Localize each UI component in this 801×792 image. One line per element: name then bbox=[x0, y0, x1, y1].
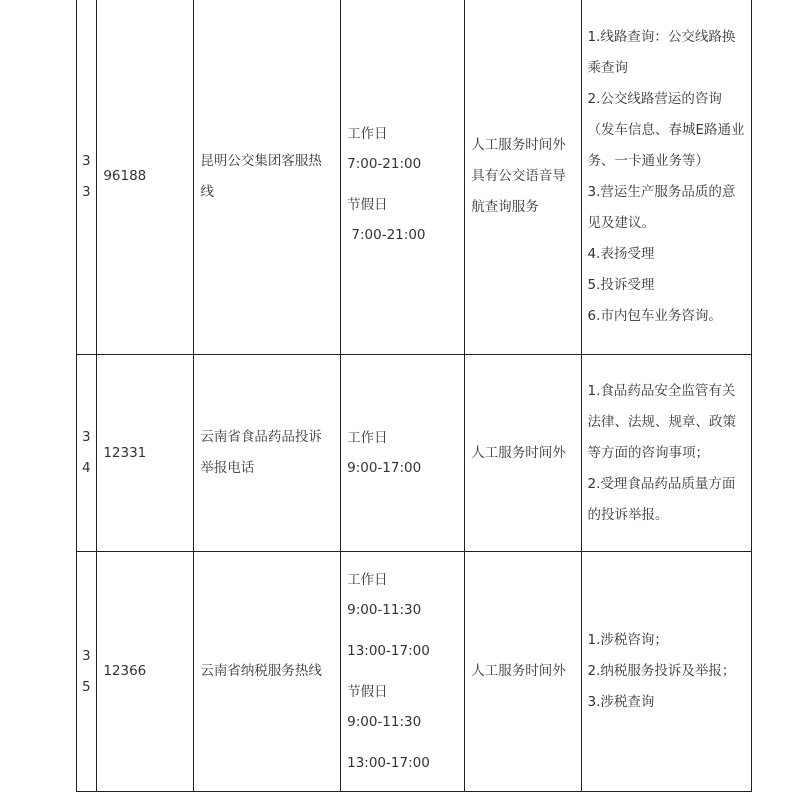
after-hours-service: 人工服务时间外 bbox=[465, 552, 581, 792]
service-item: 2.纳税服务投诉及举报； bbox=[587, 663, 736, 679]
table-row bbox=[77, 552, 752, 792]
service-item: 1.线路查询：公交线路换乘查询 bbox=[587, 28, 736, 76]
service-scope bbox=[581, 355, 751, 552]
hotline-table bbox=[76, 0, 752, 792]
row-index: 34 bbox=[77, 355, 97, 552]
service-item: 4.表扬受理 bbox=[587, 245, 655, 262]
row-index: 35 bbox=[77, 552, 97, 792]
service-hours bbox=[341, 0, 465, 355]
hours-line: 9:00-11:30 bbox=[347, 714, 422, 730]
phone-number: 12366 bbox=[97, 552, 194, 792]
service-hours bbox=[341, 552, 465, 792]
service-item: 2.受理食品药品质量方面的投诉举报。 bbox=[587, 475, 736, 523]
hours-line: 工作日 bbox=[347, 430, 388, 446]
hours-line: 7:00-21:00 bbox=[347, 156, 422, 172]
table-row bbox=[77, 0, 752, 355]
hotline-name: 昆明公交集团客服热线 bbox=[194, 0, 341, 355]
phone-number: 12331 bbox=[97, 355, 194, 552]
hours-line: 13:00-17:00 bbox=[347, 755, 430, 771]
service-item: 3.涉税查询 bbox=[587, 694, 655, 710]
service-item: 2.公交线路营运的咨询（发车信息、春城E路通业务、一卡通业务等） bbox=[587, 90, 745, 169]
row-index: 33 bbox=[77, 0, 97, 355]
after-hours-service: 人工服务时间外具有公交语音导航查询服务 bbox=[465, 0, 581, 355]
service-item: 6.市内包车业务咨询。 bbox=[587, 307, 722, 324]
service-item: 5.投诉受理 bbox=[587, 276, 655, 293]
service-item: 3.营运生产服务品质的意见及建议。 bbox=[587, 183, 736, 231]
after-hours-service: 人工服务时间外 bbox=[465, 355, 581, 552]
hotline-name: 云南省纳税服务热线 bbox=[194, 552, 341, 792]
hours-line: 节假日 bbox=[347, 684, 388, 700]
hours-line: 节假日 bbox=[347, 197, 388, 213]
service-item: 1.食品药品安全监管有关法律、法规、规章、政策等方面的咨询事项； bbox=[587, 382, 737, 461]
hours-line: 13:00-17:00 bbox=[347, 643, 430, 659]
service-hours bbox=[341, 355, 465, 552]
hours-line: 工作日 bbox=[347, 126, 388, 142]
table-row bbox=[77, 355, 752, 552]
service-scope bbox=[581, 0, 751, 355]
phone-number: 96188 bbox=[97, 0, 194, 355]
hours-line: 7:00-21:00 bbox=[347, 227, 426, 243]
hours-line: 9:00-11:30 bbox=[347, 602, 422, 618]
service-scope bbox=[581, 552, 751, 792]
hotline-name: 云南省食品药品投诉举报电话 bbox=[194, 355, 341, 552]
service-item: 1.涉税咨询； bbox=[587, 632, 668, 648]
hours-line: 工作日 bbox=[347, 572, 388, 588]
hours-line: 9:00-17:00 bbox=[347, 460, 422, 476]
